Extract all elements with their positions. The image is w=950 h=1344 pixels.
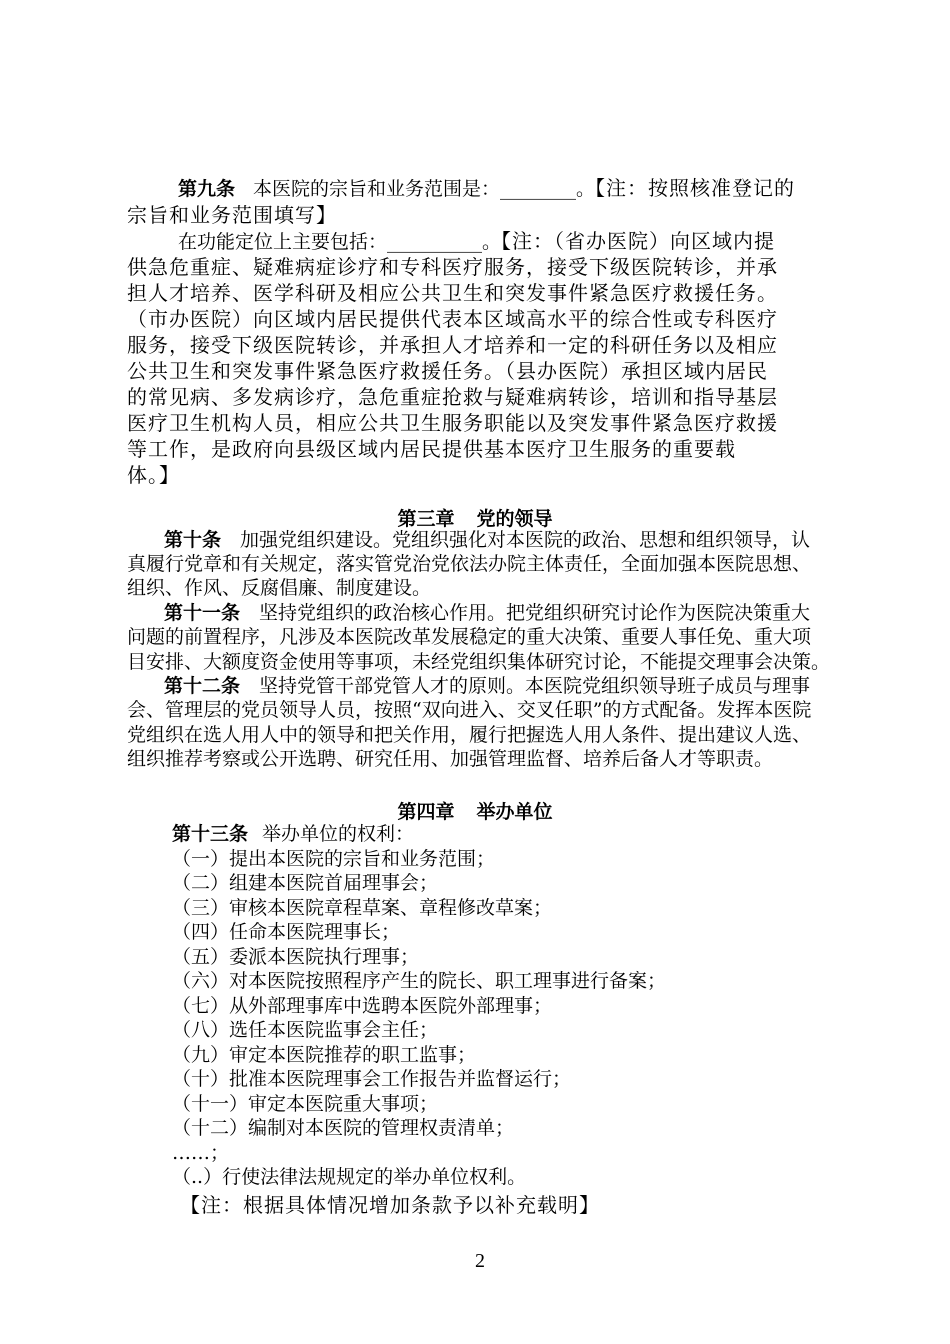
function-positioning-text: 在功能定位上主要包括：__________。 <box>178 231 502 253</box>
list-item: （十）批准本医院理事会工作报告并监督运行； <box>172 1068 572 1090</box>
list-item: （二）组建本医院首届理事会； <box>172 872 439 894</box>
article11-text: 坚持党组织的政治核心作用。把党组织研究讨论作为医院决策重大 <box>259 602 811 624</box>
article9-line6: （市办医院）向区域内居民提供代表本区域高水平的综合性或专科医疗 <box>127 307 778 331</box>
article13-line1 <box>172 822 414 846</box>
article9-line11: 等工作，是政府向县级区域内居民提供基本医疗卫生服务的重要载 <box>127 437 736 461</box>
list-item: （..）行使法律法规规定的举办单位权利。 <box>172 1166 527 1188</box>
page-number: 2 <box>475 1250 485 1272</box>
chapter4-title: 举办单位 <box>476 801 553 823</box>
list-item: （四）任命本医院理事长； <box>172 921 401 943</box>
article13-intro: 举办单位的权利： <box>262 823 415 845</box>
article9-line9: 的常见病、多发病诊疗，急危重症抢救与疑难病转诊，培训和指导基层 <box>127 385 778 409</box>
article10-line3: 组织、作风、反腐倡廉、制度建设。 <box>127 577 432 599</box>
article12-line1 <box>164 674 810 698</box>
article10-text: 加强党组织建设。党组织强化对本医院的政治、思想和组织领导，认 <box>240 529 811 551</box>
article12-text: 坚持党管干部党管人才的原则。本医院党组织领导班子成员与理事 <box>259 675 811 697</box>
chapter3-heading <box>0 504 950 531</box>
list-item: （一）提出本医院的宗旨和业务范围； <box>172 848 496 870</box>
article11-label: 第十一条 <box>164 602 241 624</box>
list-item: （七）从外部理事库中选聘本医院外部理事； <box>172 995 553 1017</box>
article12-label: 第十二条 <box>164 675 241 697</box>
list-item: （八）选任本医院监事会主任； <box>172 1019 439 1041</box>
article12-line3: 党组织在选人用人中的领导和把关作用，履行把握选人用人条件、提出建议人选、 <box>127 724 812 746</box>
list-item: （十二）编制对本医院的管理权责清单； <box>172 1117 515 1139</box>
article9-line3 <box>178 229 775 254</box>
article13-note: 【注：根据具体情况增加条款予以补充载明】 <box>180 1193 600 1217</box>
chapter4-heading <box>0 797 950 824</box>
chapter3-number: 第三章 <box>397 508 455 530</box>
article9-line2: 宗旨和业务范围填写】 <box>127 203 337 227</box>
article9-text: 本医院的宗旨和业务范围是：________。 <box>253 178 596 200</box>
function-positioning-note: 【注：（省办医院）向区域内提 <box>501 229 776 253</box>
article13-label: 第十三条 <box>172 823 249 845</box>
article9-line10: 医疗卫生机构人员，相应公共卫生服务职能以及突发事件紧急医疗救援 <box>127 411 778 435</box>
article11-line3: 目安排、大额度资金使用等事项，未经党组织集体研究讨论，不能提交理事会决策。 <box>127 651 831 673</box>
list-item: （六）对本医院按照程序产生的院长、职工理事进行备案； <box>172 970 667 992</box>
article9-line4: 供急危重症、疑难病症诊疗和专科医疗服务，接受下级医院转诊，并承 <box>127 255 778 279</box>
article9-line8: 公共卫生和突发事件紧急医疗救援任务。（县办医院）承担区域内居民 <box>127 359 768 383</box>
article10-line1 <box>164 528 810 552</box>
article12-line4: 组织推荐考察或公开选聘、研究任用、加强管理监督、培养后备人才等职责。 <box>127 748 774 770</box>
list-item: （九）审定本医院推荐的职工监事； <box>172 1044 477 1066</box>
article10-line2: 真履行党章和有关规定，落实管党治党依法办院主体责任，全面加强本医院思想、 <box>127 553 812 575</box>
article11-line2: 问题的前置程序，凡涉及本医院改革发展稳定的重大决策、重要人事任免、重大项 <box>127 626 812 648</box>
article9-note: 【注：按照核准登记的 <box>595 176 796 200</box>
list-item: （三）审核本医院章程草案、章程修改草案； <box>172 897 553 919</box>
article9-label: 第九条 <box>178 178 236 200</box>
article9-line12: 体。】 <box>127 463 180 487</box>
chapter4-number: 第四章 <box>397 801 455 823</box>
chapter3-title: 党的领导 <box>476 508 553 530</box>
article9-line5: 担人才培养、医学科研及相应公共卫生和突发事件紧急医疗救援任务。 <box>127 281 778 305</box>
article9-line1 <box>178 176 795 201</box>
list-item: ……； <box>172 1142 230 1164</box>
list-item: （十一）审定本医院重大事项； <box>172 1093 439 1115</box>
article12-line2: 会、管理层的党员领导人员，按照“双向进入、交叉任职”的方式配备。发挥本医院 <box>127 699 812 721</box>
article11-line1 <box>164 601 810 625</box>
list-item: （五）委派本医院执行理事； <box>172 946 420 968</box>
article9-line7: 服务，接受下级医院转诊，并承担人才培养和一定的科研任务以及相应 <box>127 333 778 357</box>
article10-label: 第十条 <box>164 529 222 551</box>
